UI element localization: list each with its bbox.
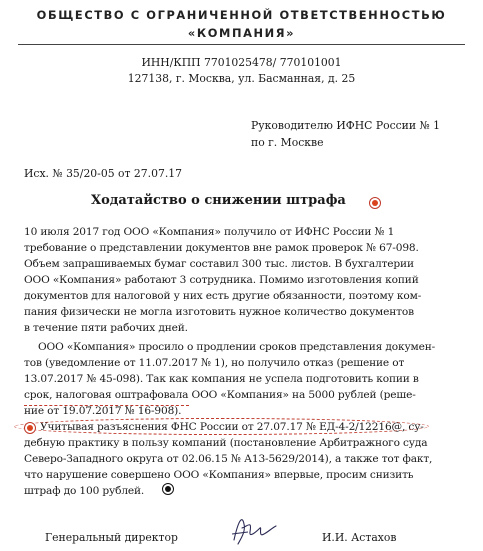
recipient-line-2: по г. Москве — [251, 136, 324, 149]
organization-brand: «КОМПАНИЯ» — [187, 26, 296, 40]
paragraph-line: в течение пяти рабочих дней. — [24, 322, 188, 334]
paragraph-line: документов для налоговой у них есть другие обязанности, поэтому ком- — [24, 290, 422, 302]
paragraph-line: ние от 19.07.2017 № 16-908). — [24, 405, 182, 417]
paragraph-line: ООО «Компания» работают 3 сотрудника. Помимо изготовления копий — [24, 274, 419, 286]
paragraph-line: срок, налоговая оштрафовала ООО «Компания» на 5000 рублей (реше- — [24, 389, 416, 401]
paragraph-line: что нарушение совершено ООО «Компания» впервые, просим снизить — [24, 469, 414, 481]
paragraph-line: штраф до 100 рублей. — [24, 485, 145, 497]
paragraph-line: 13.07.2017 № 45-098). Так как компания не успела подготовить копии в — [24, 373, 419, 385]
paragraph-line: пания физически не могла изготовить нужное количество документов — [24, 306, 414, 318]
paragraph-line: Объем запрашиваемых бумаг составил 300 тыс. листов. В бухгалтерии — [24, 258, 414, 270]
inn-kpp: ИНН/КПП 7701025478/ 770101001 — [141, 56, 342, 69]
paragraph-line: Северо-Западного округа от 02.06.15 № А13-5629/2014), а также тот факт, — [24, 453, 433, 465]
annotation-marker-icon[interactable] — [24, 422, 36, 434]
document-title: Ходатайство о снижении штрафа — [91, 193, 346, 208]
annotation-underline — [24, 405, 189, 407]
paragraph-line-highlighted: Учитывая разъяснения ФНС России от 27.07.17 № ЕД-4-2/12216@, су- — [40, 421, 424, 433]
paragraph-line: 10 июля 2017 год ООО «Компания» получило от ИФНС России № 1 — [24, 226, 395, 238]
handwritten-signature — [228, 510, 280, 548]
signatory-role: Генеральный директор — [45, 531, 178, 544]
outgoing-number: Исх. № 35/20-05 от 27.07.17 — [24, 167, 182, 180]
paragraph-line: требование о представлении документов вне рамок проверок № 67-098. — [24, 242, 419, 254]
annotation-highlight — [14, 418, 429, 435]
signatory-name: И.И. Астахов — [322, 531, 397, 544]
end-marker-icon[interactable] — [162, 483, 174, 495]
company-address: 127138, г. Москва, ул. Басманная, д. 25 — [127, 72, 356, 85]
paragraph-line: ООО «Компания» просило о продлении сроков представления докумен- — [38, 341, 436, 353]
organization-name: ОБЩЕСТВО С ОГРАНИЧЕННОЙ ОТВЕТСТВЕННОСТЬЮ — [36, 8, 447, 22]
recipient-line-1: Руководителю ИФНС России № 1 — [251, 119, 441, 132]
paragraph-line: дебную практику в пользу компаний (постановление Арбитражного суда — [24, 437, 428, 449]
paragraph-line: тов (уведомление от 11.07.2017 № 1), но получило отказ (решение от — [24, 357, 405, 369]
